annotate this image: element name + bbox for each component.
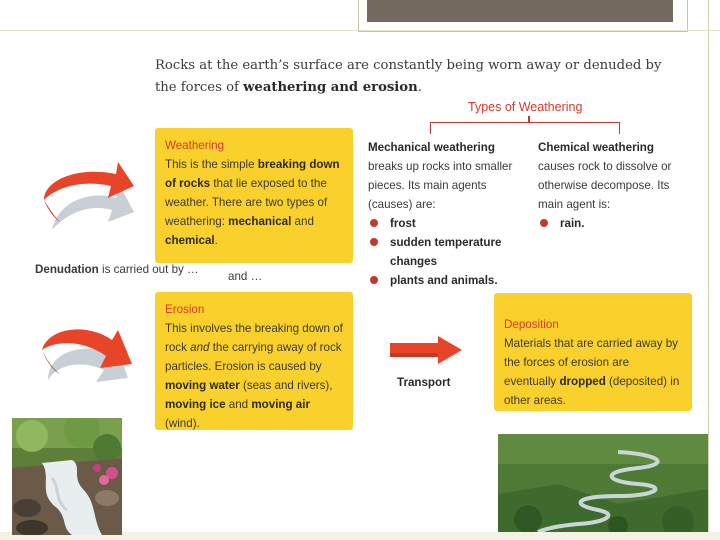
waterfall-photo xyxy=(12,418,122,535)
list-item-text: rain. xyxy=(560,217,585,230)
weathering-title: Weathering xyxy=(165,139,225,152)
list-item xyxy=(368,214,518,233)
text: that lie exposed to the weather. There are two types of weathering: xyxy=(165,177,328,228)
curved-arrow-icon xyxy=(38,320,138,405)
intro-end: . xyxy=(417,80,422,95)
curved-arrow-icon xyxy=(38,160,138,250)
denudation-bold: Denudation xyxy=(35,263,99,276)
erosion-box xyxy=(155,292,353,430)
weathering-box xyxy=(155,128,353,263)
mechanical-agents-list xyxy=(368,214,518,290)
text: (wind). xyxy=(165,417,200,430)
transport-label: Transport xyxy=(397,376,451,389)
bullet-icon xyxy=(540,219,548,227)
bold-text: mechanical xyxy=(228,215,292,228)
bold-text: dropped xyxy=(559,375,606,388)
bold-text: breaking down of rocks xyxy=(165,158,340,190)
mechanical-weathering xyxy=(368,138,518,290)
title-bar xyxy=(367,0,673,22)
chemical-agents-list xyxy=(538,214,688,233)
text: (deposited) in other areas. xyxy=(504,375,680,407)
text: (seas and rivers), xyxy=(239,379,333,392)
italic-text: and xyxy=(190,341,210,354)
intro-text xyxy=(155,55,675,99)
deposition-box xyxy=(494,293,692,411)
intro-bold: weathering and erosion xyxy=(243,80,418,95)
text: This is the simple xyxy=(165,158,258,171)
text: . xyxy=(214,234,218,247)
denudation-label xyxy=(35,260,199,279)
text: This involves the breaking down of rock xyxy=(165,322,343,354)
chemical-text: causes rock to dissolve or otherwise decompose. Its main agent is: xyxy=(538,160,672,211)
list-item xyxy=(368,271,518,290)
bold-text: moving air xyxy=(251,398,310,411)
list-item xyxy=(538,214,688,233)
and-label: and … xyxy=(228,270,263,283)
chemical-title: Chemical weathering xyxy=(538,141,654,154)
right-rule xyxy=(708,0,709,540)
top-rule xyxy=(0,30,720,31)
text: and xyxy=(291,215,314,228)
erosion-title: Erosion xyxy=(165,303,205,316)
list-item-text: sudden temperature changes xyxy=(390,236,502,268)
denudation-rest: is carried out by … xyxy=(98,263,199,276)
bold-text: moving water xyxy=(165,379,240,392)
title-frame xyxy=(358,0,688,32)
list-item xyxy=(368,233,518,271)
types-of-weathering-heading: Types of Weathering xyxy=(468,100,583,114)
bullet-icon xyxy=(370,276,378,284)
text: Materials that are carried away by the forces of erosion are eventually xyxy=(504,337,678,388)
mechanical-text: breaks up rocks into smaller pieces. Its main agents (causes) are: xyxy=(368,160,513,211)
bracket xyxy=(430,122,620,134)
list-item-text: plants and animals. xyxy=(390,274,498,287)
text: and xyxy=(225,398,252,411)
bullet-icon xyxy=(370,238,378,246)
text: the carrying away of rock particles. Erosion is caused by xyxy=(165,341,342,373)
bullet-icon xyxy=(370,219,378,227)
right-arrow-icon xyxy=(388,334,464,366)
deposition-title: Deposition xyxy=(504,318,559,331)
bold-text: chemical xyxy=(165,234,215,247)
mechanical-title: Mechanical weathering xyxy=(368,141,495,154)
river-photo xyxy=(498,434,708,532)
intro-part: Rocks at the earth’s surface are constantly being worn away or denuded by the forces of xyxy=(155,58,662,95)
chemical-weathering xyxy=(538,138,688,233)
list-item-text: frost xyxy=(390,217,416,230)
bold-text: moving ice xyxy=(165,398,226,411)
